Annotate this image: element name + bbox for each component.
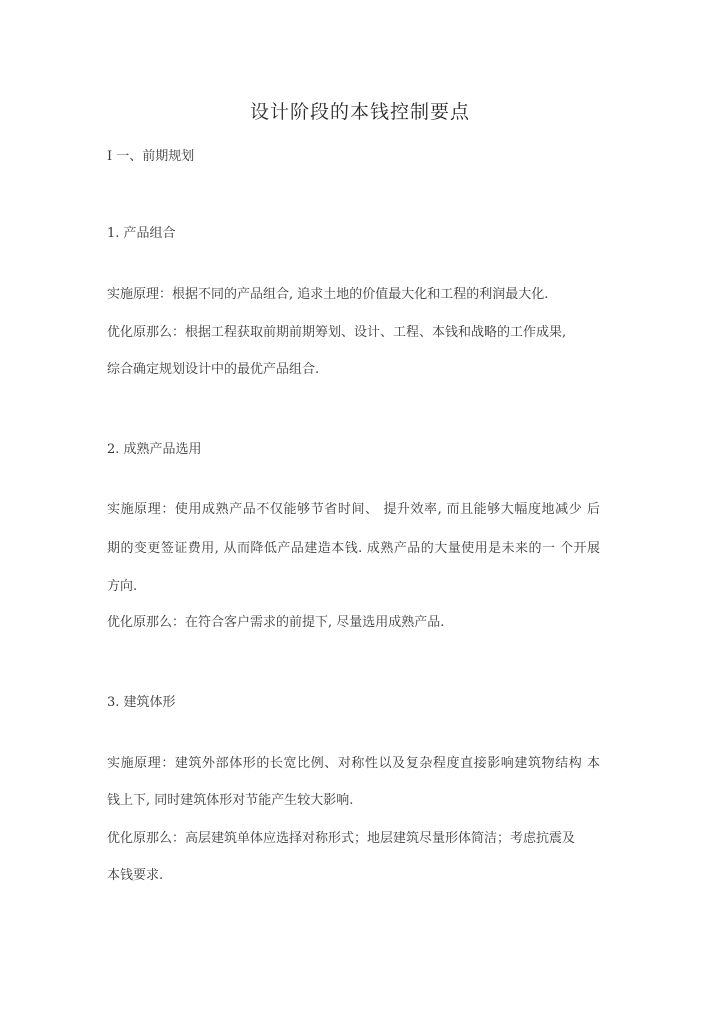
document-title: 设计阶段的本钱控制要点: [249, 101, 470, 123]
paragraph-line: 方向.: [107, 579, 138, 594]
paragraph-line: 优化原那么：高层建筑单体应选择对称形式；地层建筑尽量形体简洁；考虑抗震及: [107, 831, 576, 846]
item-heading-building-shape: 3. 建筑体形: [107, 695, 176, 710]
paragraph-line: 综合确定规划设计中的最优产品组合.: [107, 362, 320, 377]
item-heading-mature-products: 2. 成熟产品选用: [107, 442, 202, 457]
paragraph-line: 本钱要求.: [107, 868, 164, 883]
paragraph-line: 优化原那么：在符合客户需求的前提下, 尽量选用成熟产品.: [107, 615, 445, 630]
paragraph-line: 钱上下, 同时建筑体形对节能产生较大影响.: [107, 793, 354, 808]
paragraph-line: 实施原理：使用成熟产品不仅能够节省时间、 提升效率, 而且能够大幅度地减少 后: [107, 502, 600, 517]
paragraph-line: 实施原理：建筑外部体形的长宽比例、对称性以及复杂程度直接影响建筑物结构 本: [107, 756, 600, 771]
paragraph-line: 实施原理：根据不同的产品组合, 追求土地的价值最大化和工程的利润最大化.: [107, 287, 549, 302]
section-heading: I 一、前期规划: [107, 149, 195, 164]
paragraph-line: 期的变更签证费用, 从而降低产品建造本钱. 成熟产品的大量使用是未来的一 个开展: [107, 541, 600, 556]
paragraph-line: 优化原那么：根据工程获取前期前期筹划、设计、工程、本钱和战略的工作成果,: [107, 325, 567, 340]
item-heading-product-mix: 1. 产品组合: [107, 226, 176, 241]
